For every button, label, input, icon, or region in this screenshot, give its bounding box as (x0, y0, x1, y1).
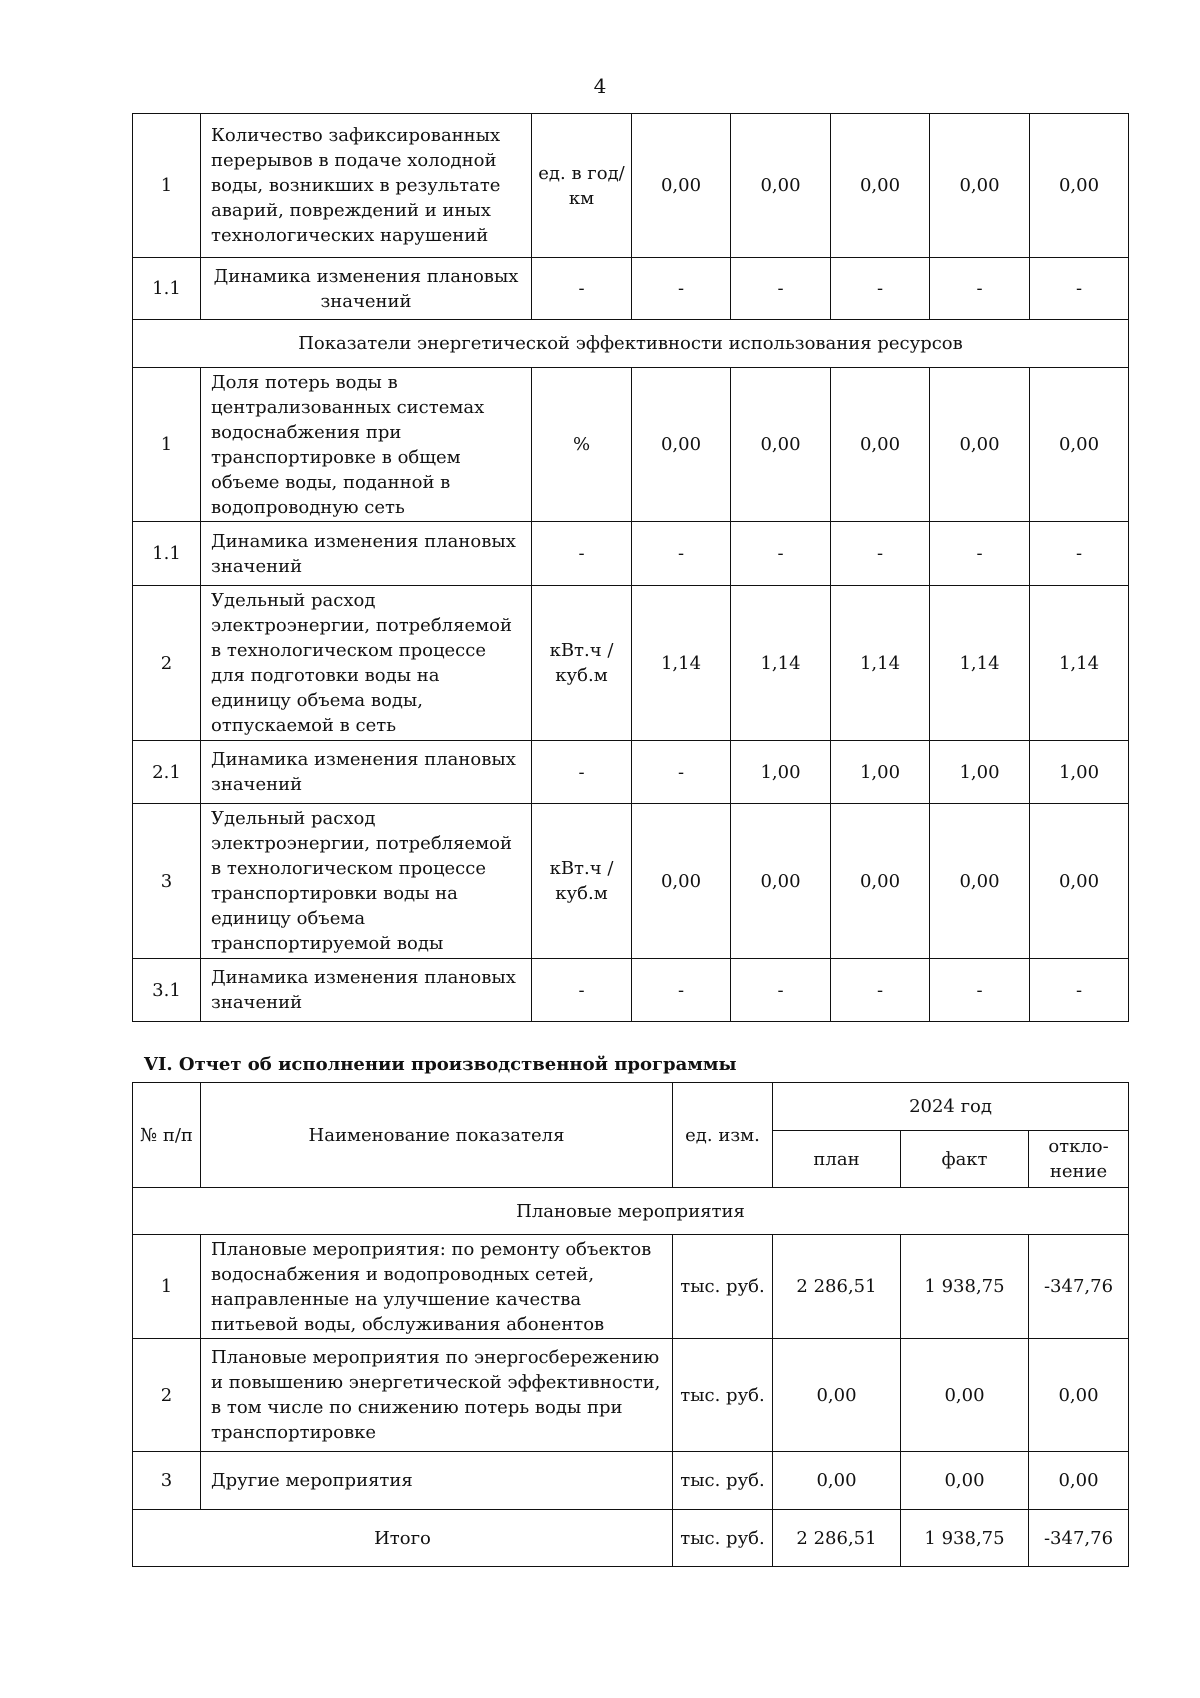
row-number: 1 (133, 1235, 201, 1339)
value-cell: - (632, 258, 731, 320)
value-cell: - (1030, 522, 1129, 586)
unit-cell: кВт.ч / куб.м (532, 586, 632, 741)
value-cell: 0,00 (831, 804, 930, 959)
value-cell: - (930, 258, 1030, 320)
value-cell: 1,00 (930, 741, 1030, 804)
value-cell: - (1030, 959, 1129, 1022)
value-cell: - (731, 959, 831, 1022)
table-row (133, 522, 1129, 586)
plan-cell: 2 286,51 (773, 1235, 901, 1339)
unit-cell: % (532, 368, 632, 522)
total-label: Итого (133, 1510, 673, 1567)
section-row (133, 1188, 1129, 1235)
deviation-cell: 0,00 (1029, 1452, 1129, 1510)
indicator-name: Доля потерь воды в централизованных системах водоснабжения при транспортировке в общем объеме воды, поданной в водопроводную сеть (201, 368, 532, 522)
table-row (133, 114, 1129, 258)
section-row (133, 320, 1129, 368)
value-cell: 0,00 (831, 368, 930, 522)
value-cell: - (632, 959, 731, 1022)
value-cell: 1,14 (930, 586, 1030, 741)
value-cell: 0,00 (1030, 804, 1129, 959)
row-number: 3 (133, 804, 201, 959)
indicator-name: Динамика изменения плановых значений (201, 258, 532, 320)
page-number: 4 (593, 74, 607, 98)
unit-cell: тыс. руб. (673, 1510, 773, 1567)
deviation-cell: -347,76 (1029, 1235, 1129, 1339)
table-row (133, 1452, 1129, 1510)
value-cell: - (632, 522, 731, 586)
deviation-cell: -347,76 (1029, 1510, 1129, 1567)
header-name: Наименование показателя (201, 1083, 673, 1188)
value-cell: 0,00 (930, 114, 1030, 258)
unit-cell: ед. в год/ км (532, 114, 632, 258)
header-row (133, 1083, 1129, 1131)
value-cell: - (831, 258, 930, 320)
indicator-name: Динамика изменения плановых значений (201, 522, 532, 586)
unit-cell: - (532, 741, 632, 804)
row-number: 2 (133, 586, 201, 741)
value-cell: 0,00 (930, 368, 1030, 522)
row-number: 1.1 (133, 522, 201, 586)
plan-cell: 0,00 (773, 1339, 901, 1452)
value-cell: - (930, 959, 1030, 1022)
value-cell: 0,00 (632, 368, 731, 522)
indicator-name: Удельный расход электроэнергии, потребляемой в технологическом процессе для подготовки воды на единицу объема воды, отпускаемой в сеть (201, 586, 532, 741)
value-cell: 0,00 (632, 114, 731, 258)
table-row (133, 741, 1129, 804)
plan-cell: 0,00 (773, 1452, 901, 1510)
value-cell: 0,00 (731, 804, 831, 959)
value-cell: - (731, 522, 831, 586)
value-cell: 1,14 (1030, 586, 1129, 741)
measure-name: Плановые мероприятия по энергосбережению и повышению энергетической эффективности, в том числе по снижению потерь воды при транспортировке (201, 1339, 673, 1452)
program-report-table (132, 1082, 1129, 1567)
value-cell: - (632, 741, 731, 804)
measure-name: Другие мероприятия (201, 1452, 673, 1510)
header-num: № п/п (133, 1083, 201, 1188)
table-row (133, 804, 1129, 959)
value-cell: 1,14 (731, 586, 831, 741)
section-title: Плановые мероприятия (133, 1188, 1129, 1235)
fact-cell: 0,00 (901, 1339, 1029, 1452)
header-deviation: откло-нение (1029, 1131, 1129, 1188)
section-title: Показатели энергетической эффективности использования ресурсов (133, 320, 1129, 368)
value-cell: 0,00 (1030, 368, 1129, 522)
indicator-name: Удельный расход электроэнергии, потребляемой в технологическом процессе транспортировки воды на единицу объема транспортируемой воды (201, 804, 532, 959)
row-number: 1 (133, 114, 201, 258)
table-row (133, 959, 1129, 1022)
unit-cell: тыс. руб. (673, 1235, 773, 1339)
table-row (133, 586, 1129, 741)
value-cell: 0,00 (831, 114, 930, 258)
indicator-name: Динамика изменения плановых значений (201, 741, 532, 804)
value-cell: 0,00 (1030, 114, 1129, 258)
row-number: 2.1 (133, 741, 201, 804)
value-cell: - (831, 522, 930, 586)
table-row (133, 258, 1129, 320)
unit-cell: тыс. руб. (673, 1452, 773, 1510)
indicators-table (132, 113, 1129, 1022)
value-cell: 0,00 (632, 804, 731, 959)
fact-cell: 0,00 (901, 1452, 1029, 1510)
table-row (133, 1235, 1129, 1339)
total-row (133, 1510, 1129, 1567)
value-cell: 1,14 (831, 586, 930, 741)
value-cell: 1,00 (1030, 741, 1129, 804)
row-number: 1.1 (133, 258, 201, 320)
value-cell: 0,00 (731, 368, 831, 522)
value-cell: 1,14 (632, 586, 731, 741)
value-cell: - (731, 258, 831, 320)
value-cell: - (930, 522, 1030, 586)
header-unit: ед. изм. (673, 1083, 773, 1188)
header-fact: факт (901, 1131, 1029, 1188)
value-cell: 1,00 (731, 741, 831, 804)
unit-cell: - (532, 522, 632, 586)
unit-cell: тыс. руб. (673, 1339, 773, 1452)
row-number: 1 (133, 368, 201, 522)
unit-cell: кВт.ч / куб.м (532, 804, 632, 959)
fact-cell: 1 938,75 (901, 1235, 1029, 1339)
row-number: 3.1 (133, 959, 201, 1022)
fact-cell: 1 938,75 (901, 1510, 1029, 1567)
value-cell: 0,00 (930, 804, 1030, 959)
table-row (133, 368, 1129, 522)
value-cell: - (831, 959, 930, 1022)
header-plan: план (773, 1131, 901, 1188)
section-heading: VI. Отчет об исполнении производственной программы (144, 1054, 737, 1075)
row-number: 3 (133, 1452, 201, 1510)
value-cell: - (1030, 258, 1129, 320)
row-number: 2 (133, 1339, 201, 1452)
value-cell: 1,00 (831, 741, 930, 804)
deviation-cell: 0,00 (1029, 1339, 1129, 1452)
table-row (133, 1339, 1129, 1452)
header-year: 2024 год (773, 1083, 1129, 1131)
unit-cell: - (532, 258, 632, 320)
unit-cell: - (532, 959, 632, 1022)
indicator-name: Количество зафиксированных перерывов в подаче холодной воды, возникших в результате аварий, повреждений и иных технологических нарушений (201, 114, 532, 258)
value-cell: 0,00 (731, 114, 831, 258)
measure-name: Плановые мероприятия: по ремонту объектов водоснабжения и водопроводных сетей, направленные на улучшение качества питьевой воды, обслуживания абонентов (201, 1235, 673, 1339)
plan-cell: 2 286,51 (773, 1510, 901, 1567)
indicator-name: Динамика изменения плановых значений (201, 959, 532, 1022)
